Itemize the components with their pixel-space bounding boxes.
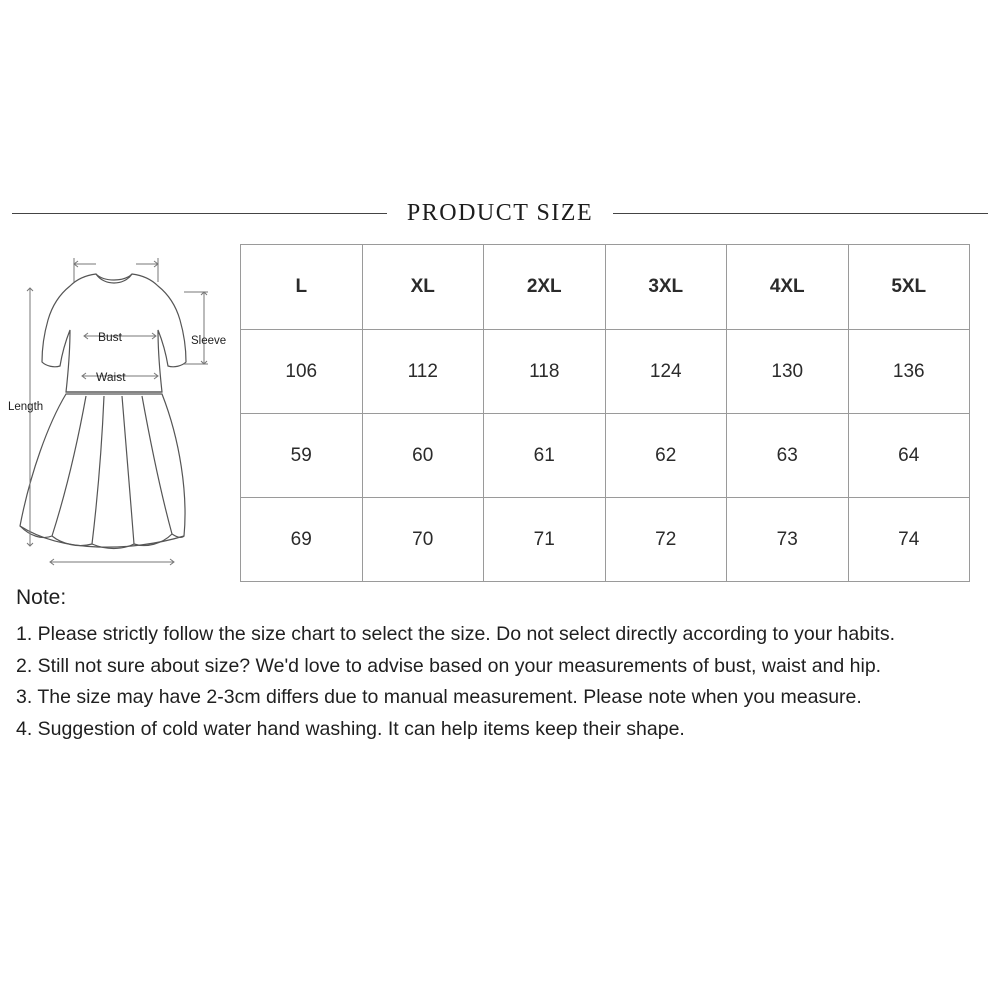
length-value-l: 69 — [241, 498, 363, 582]
waist-value-2xl: 61 — [484, 414, 606, 498]
waist-value-5xl: 64 — [848, 414, 970, 498]
bust-label: Bust — [98, 330, 123, 344]
note-item-1: 1. Please strictly follow the size chart to select the size. Do not select directly according to your habits. — [16, 623, 895, 645]
note-item-3: 3. The size may have 2-3cm differs due to manual measurement. Please note when you measure. — [16, 686, 862, 709]
waist-value-3xl: 62 — [605, 414, 727, 498]
length-label: Length — [8, 401, 44, 413]
header-cell-4xl: 4XL — [727, 245, 849, 330]
bust-value-3xl: 124 — [605, 330, 727, 414]
title-rule-right — [613, 213, 988, 214]
waist-value-xl: 60 — [362, 414, 484, 498]
title-rule-left — [12, 213, 387, 214]
length-value-4xl: 73 — [727, 498, 849, 582]
waist-value-l: 59 — [241, 414, 363, 498]
page-title: PRODUCT SIZE — [406, 199, 594, 226]
garment-diagram — [8, 244, 236, 574]
header-cell-xl: XL — [362, 245, 484, 330]
header-cell-3xl: 3XL — [605, 245, 727, 330]
sleeve-label: Sleeve — [191, 335, 227, 347]
table-row — [241, 330, 970, 414]
bust-value-l: 106 — [241, 330, 363, 414]
bust-value-5xl: 136 — [848, 330, 970, 414]
length-value-xl: 70 — [362, 498, 484, 582]
notes-heading: Note: — [16, 586, 67, 609]
table-row — [241, 414, 970, 498]
table-header-row — [241, 245, 970, 330]
waist-value-4xl: 63 — [727, 414, 849, 498]
header-cell-2xl: 2XL — [484, 245, 606, 330]
note-item-2: 2. Still not sure about size? We'd love to advise based on your measurements of bust, waist and hip. — [16, 654, 882, 677]
notes-section — [16, 586, 994, 745]
waist-label: Waist — [96, 370, 126, 384]
bust-value-xl: 112 — [362, 330, 484, 414]
header-cell-l: L — [241, 245, 363, 330]
size-chart-body — [241, 245, 970, 582]
product-size-title-row — [12, 196, 988, 230]
bust-value-4xl: 130 — [727, 330, 849, 414]
size-chart-table — [240, 244, 970, 582]
header-cell-5xl: 5XL — [848, 245, 970, 330]
note-item-4: 4. Suggestion of cold water hand washing. It can help items keep their shape. — [16, 717, 685, 740]
length-value-2xl: 71 — [484, 498, 606, 582]
table-row — [241, 498, 970, 582]
length-value-5xl: 74 — [848, 498, 970, 582]
length-value-3xl: 72 — [605, 498, 727, 582]
bust-value-2xl: 118 — [484, 330, 606, 414]
